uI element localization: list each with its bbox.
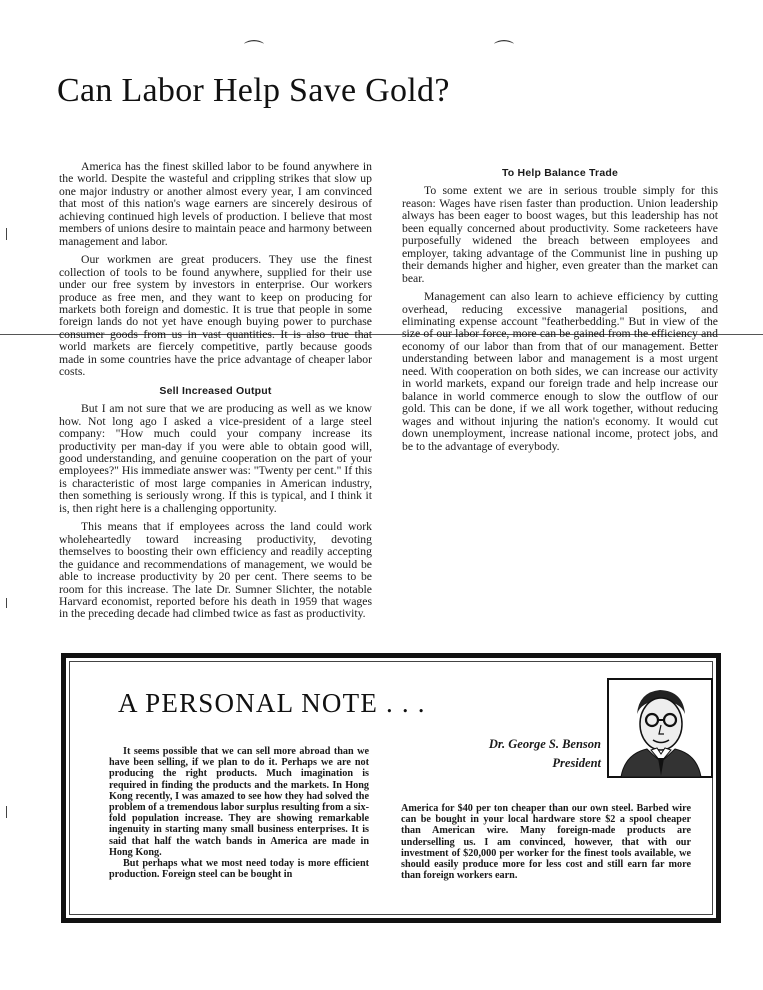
personal-note-box <box>61 653 721 923</box>
article-paragraph: Our workmen are great producers. They use the finest collection of tools to be found anywhere, supplied for their use under our free system by investors in enterprise. Our workers produce as free men, and they want to keep on producing for markets both foreign and domestic. It is true that people in some foreign lands do not yet have enough buying power to purchase consumer goods from us in vast quantities. It is also true that world markets are fiercely competitive, partly because goods made in some countries have the price advantage of cheaper labor costs. <box>59 253 372 379</box>
article-column-right <box>402 161 718 459</box>
author-portrait <box>607 678 713 778</box>
section-heading: To Help Balance Trade <box>501 167 619 179</box>
note-paragraph: It seems possible that we can sell more abroad than we have been selling, if we plan to do it. Perhaps we are not producing the right products. Much imagination is required in finding the products and the markets. In Hong Kong recently, I was amazed to see how they had solved the problem of a tremendous labor surplus resulting from a six-fold population increase. They are showing remarkable ingenuity in starting many small business enterprises. It is said that half the watch bands in America are made in Hong Kong. <box>109 746 369 858</box>
article-paragraph: America has the finest skilled labor to be found anywhere in the world. Despite the wasteful and crippling strikes that slow up one major industry or another almost every year, I am convinced that most of this nation's wage earners are sincerely desirous of achieving continued high levels of production. I believe that most members of unions desire to maintain peace and harmony between management and labor. <box>59 160 372 248</box>
personal-note-title: A PERSONAL NOTE . . . <box>118 688 426 718</box>
margin-mark <box>6 806 7 818</box>
note-paragraph: But perhaps what we most need today is more efficient production. Foreign steel can be bought in <box>109 858 369 881</box>
personal-note-column-left <box>109 746 369 880</box>
punch-hole-mark-right: ⌒ <box>494 38 514 62</box>
article-paragraph: This means that if employees across the land could work wholeheartedly toward increasing productivity, devoting themselves to boosting their own efficiency and readily accepting the guidance and recommendations of management, we would be able to increase productivity by 20 per cent. There seems to be room for this increase. The late Dr. Sumner Slichter, the notable Harvard economist, reported before his death in 1959 that wages in the preceding decade had climbed twice as fast as productivity. <box>59 520 372 621</box>
article-paragraph: To some extent we are in serious trouble simply for this reason: Wages have risen faster than production. Union leadership always has been eager to boost wages, but this leadership has not been equally concerned about productivity. Some racketeers have purposefully widened the breach between employees and employer, taking advantage of the Communist line in pushing up their demands higher and higher, even greater than the market can bear. <box>402 184 718 285</box>
article-paragraph: But I am not sure that we are producing as well as we know how. Not long ago I asked a vice-president of a large steel company: "How much could your company increase its productivity per man-day if you were able to obtain good will, good understanding, and genuine cooperation on the part of your employees?" His immediate answer was: "Twenty per cent." If this is characteristic of most large companies in American industry, then something is seriously wrong. If this is typical, and I think it is, then right here is a challenging opportunity. <box>59 402 372 515</box>
article-title: Can Labor Help Save Gold? <box>57 72 450 109</box>
section-heading: Sell Increased Output <box>159 384 272 397</box>
article-paragraph: Management can also learn to achieve efficiency by cutting overhead, reducing excessive managerial positions, and eliminating expense account "featherbedding." But in view of the size of our labor force, more can be gained from the efficiency and economy of our labor than from that of our management. Better understanding between labor and management is a most urgent need. With cooperation on both sides, we can increase our activity in world markets, expand our foreign trade and help increase our balance in world commerce enough to slow the outflow of our gold. This can be done, if we all work together, without reducing wages and without injuring the nation's economy. It would cut down unemployment, increase national income, protect jobs, and be to the advantage of everybody. <box>402 290 718 453</box>
margin-mark <box>6 228 7 240</box>
signature-block <box>461 735 601 773</box>
punch-hole-mark-left: ⌒ <box>244 38 264 62</box>
article-column-left <box>59 161 372 627</box>
note-paragraph: America for $40 per ton cheaper than our own steel. Barbed wire can be bought in your local hardware store $2 a spool cheaper than American wire. Many foreign-made products are underselling us. I am convinced, however, that with our investment of $20,000 per worker for the finest tools available, we should easily produce more for less cost and still earn far more than foreign workers earn. <box>401 803 691 882</box>
personal-note-column-right <box>401 803 691 881</box>
margin-mark <box>6 598 7 608</box>
author-title: President <box>552 756 601 770</box>
author-name: Dr. George S. Benson <box>488 737 601 751</box>
